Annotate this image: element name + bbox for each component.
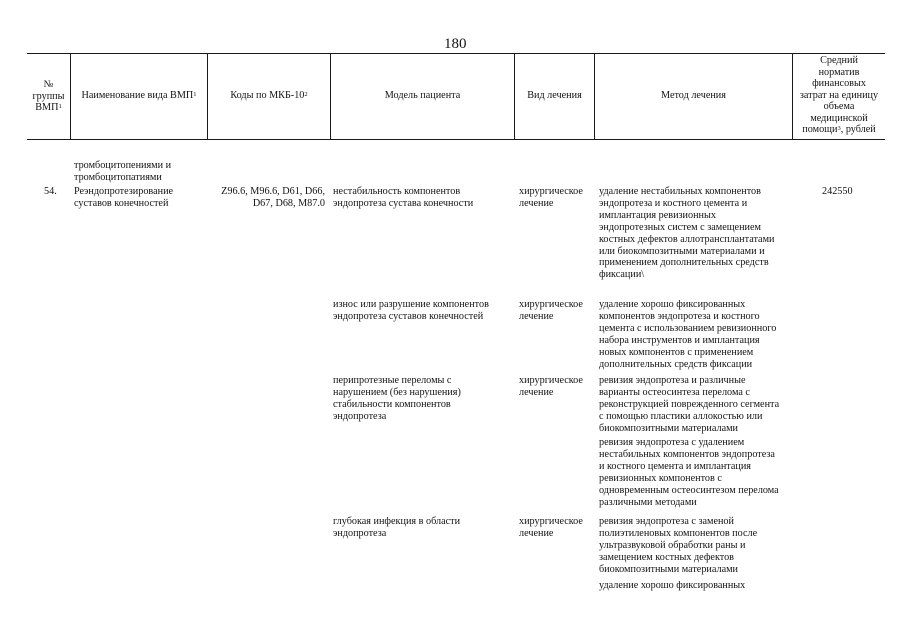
header-patient-model: Модель пациента (384, 90, 461, 101)
header-top-rule (27, 53, 885, 54)
treatment-method: ревизия эндопротеза и различные варианты остеосинтеза перелома с реконструкцией поврежденного сегмента с помощью пластики аллокостью или биокомпозитными материалами (599, 375, 780, 434)
treatment-method: удаление хорошо фиксированных компонентов эндопротеза и костного цемента с использованием ревизионного набора инструментов и имплантация новых компонентов с применением дополнительных средств фиксации (599, 299, 777, 370)
header-treatment-method: Метод лечения (661, 90, 726, 101)
patient-model: глубокая инфекция в области эндопротеза (333, 516, 461, 539)
header-icd-codes: Коды по МКБ-$10^2$ (230, 90, 308, 101)
continuation-text: тромбоцитопениями и тромбоцитопатиями (74, 160, 172, 183)
patient-model: перипротезные переломы с нарушением (без нарушения) стабильности компонентов эндопротеза (333, 375, 461, 422)
header-bottom-rule (27, 139, 885, 140)
header-average-cost: Средний норматив финансовых затрат на единицу объема медицинской помощи$^3$, рублей (799, 55, 879, 135)
header-treatment-type: Вид лечения (527, 90, 582, 101)
group-number: 54. (44, 186, 57, 197)
col-divider (70, 53, 71, 140)
treatment-method: удаление нестабильных компонентов эндопротеза и костного цемента и имплантация ревизионных эндопротезных систем с замещением костных дефектов аллотрансплантатами или биокомпозитными материалами и применением дополнительных средств фиксации\ (599, 186, 775, 281)
header-group-number: № группы ВМП$^1$ (32, 79, 65, 113)
treatment-method-alt: удаление хорошо фиксированных (599, 580, 746, 591)
treatment-type: хирургическое лечение (519, 299, 583, 322)
icd-codes: Z96.6, M96.6, D61, D66, D67, D68, M87.0 (221, 186, 325, 209)
treatment-type: хирургическое лечение (519, 516, 583, 539)
patient-model: нестабильность компонентов эндопротеза сустава конечности (333, 186, 474, 209)
treatment-type: хирургическое лечение (519, 375, 583, 398)
header-vmp-name: Наименование вида ВМП$^1$ (81, 90, 197, 101)
patient-model: износ или разрушение компонентов эндопротеза суставов конечностей (333, 299, 489, 322)
vmp-name: Реэндопротезирование суставов конечностей (74, 186, 174, 209)
treatment-method: ревизия эндопротеза с заменой полиэтиленовых компонентов после ультразвуковой обработки раны и замещением костных дефектов биокомпозитными материалами (599, 516, 758, 575)
average-cost-value: 242550 (822, 186, 853, 197)
treatment-type: хирургическое лечение (519, 186, 583, 209)
page-number: 180 (444, 36, 467, 52)
treatment-method-alt: ревизия эндопротеза с удалением нестабильных компонентов эндопротеза и костного цемента и имплантация ревизионных компонентов с одновременным остеосинтезом перелома различными методами (599, 437, 779, 508)
